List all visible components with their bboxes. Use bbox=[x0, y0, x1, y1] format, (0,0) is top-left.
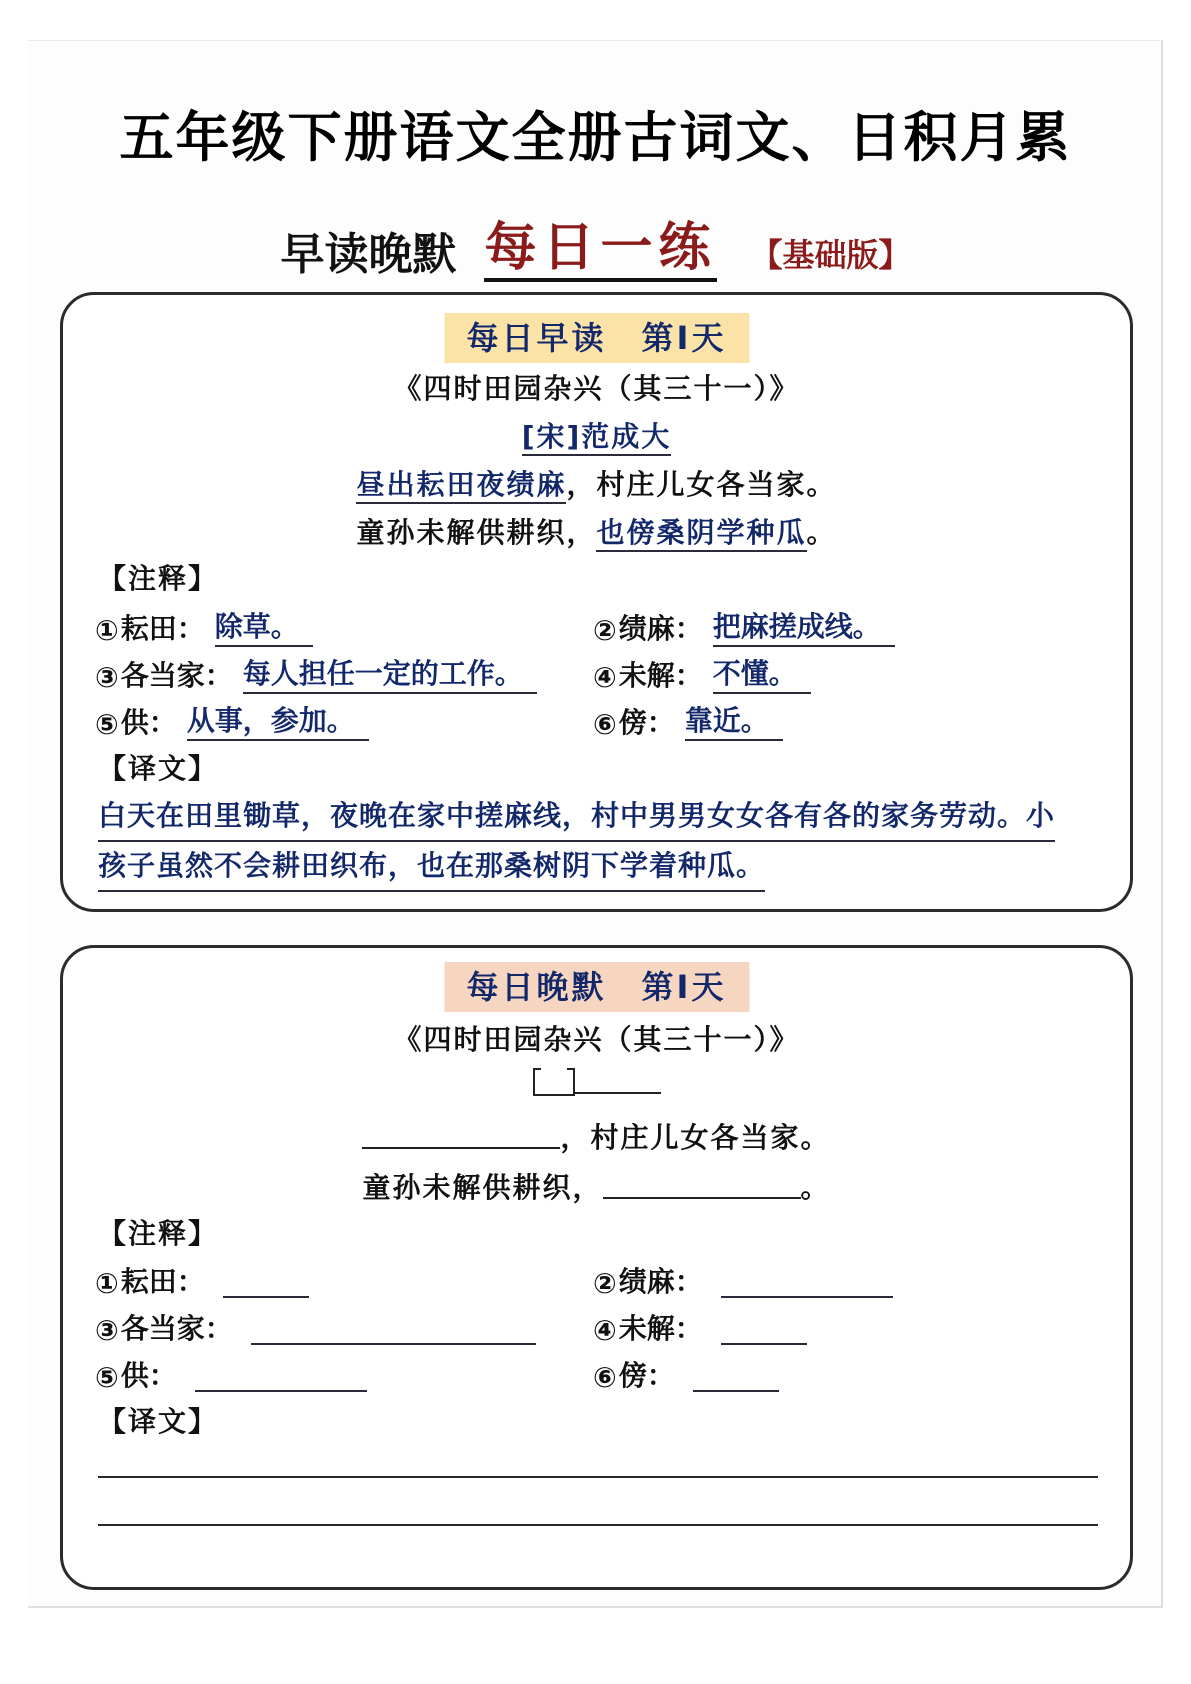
poem-line-2-end: 。 bbox=[806, 516, 837, 549]
poem-line-2-part-2: 也傍桑阴学种瓜 bbox=[596, 516, 806, 552]
note-blank-input[interactable] bbox=[693, 1388, 779, 1392]
dynasty-blank-input[interactable] bbox=[533, 1068, 575, 1096]
morning-reading-card bbox=[60, 292, 1133, 912]
note-blank-input[interactable] bbox=[721, 1341, 807, 1345]
poem-line-1 bbox=[63, 1116, 1130, 1156]
note-item bbox=[593, 605, 895, 647]
note-blank-input[interactable] bbox=[195, 1388, 367, 1392]
note-item bbox=[95, 652, 537, 694]
note-term: 耘田： bbox=[120, 612, 205, 645]
poem-line-2-start: 童孙未解供耕织， bbox=[362, 1171, 603, 1204]
note-answer: 靠近。 bbox=[685, 699, 783, 741]
subtitle-red: 每日一练 bbox=[484, 218, 716, 282]
poem-author bbox=[63, 415, 1130, 455]
poem-line-2-part-1: 童孙未解供耕织， bbox=[356, 516, 597, 549]
note-term: 供： bbox=[120, 706, 177, 739]
subtitle bbox=[0, 212, 1191, 282]
note-term: 傍： bbox=[618, 706, 675, 739]
poem-line-2 bbox=[63, 511, 1130, 551]
translation-write-line-2[interactable] bbox=[98, 1524, 1098, 1526]
note-number: ① bbox=[95, 1267, 119, 1300]
note-number: ② bbox=[593, 614, 617, 647]
translation-line: 孩子虽然不会耕田织布，也在那桑树阴下学着种瓜。 bbox=[98, 842, 765, 892]
note-term: 绩麻： bbox=[618, 1265, 703, 1298]
note-item bbox=[593, 1260, 893, 1300]
note-term: 未解： bbox=[618, 1312, 703, 1345]
note-number: ④ bbox=[593, 661, 617, 694]
note-answer: 不懂。 bbox=[713, 652, 811, 694]
subtitle-tag: 【基础版】 bbox=[750, 236, 911, 274]
note-blank-input[interactable] bbox=[721, 1294, 893, 1298]
note-number: ⑤ bbox=[95, 708, 119, 741]
evening-dictation-card bbox=[60, 945, 1133, 1590]
poem-line-1-part-2: 村庄儿女各当家。 bbox=[596, 468, 837, 501]
note-term: 未解： bbox=[618, 659, 703, 692]
translation-label: 【译文】 bbox=[98, 1405, 219, 1438]
dynasty: [宋] bbox=[522, 420, 582, 456]
translation-line: 白天在田里锄草，夜晚在家中搓麻线，村中男男女女各有各的家务劳动。小 bbox=[98, 792, 1055, 842]
notes-label: 【注释】 bbox=[98, 1217, 219, 1250]
translation-label: 【译文】 bbox=[98, 752, 219, 785]
poem-line-2 bbox=[63, 1166, 1130, 1206]
note-item bbox=[593, 1354, 779, 1394]
note-answer: 每人担任一定的工作。 bbox=[243, 652, 537, 694]
poem-line-1-blank-input[interactable] bbox=[362, 1123, 560, 1149]
note-answer: 从事，参加。 bbox=[187, 699, 369, 741]
subtitle-black: 早读晚默 bbox=[280, 229, 457, 280]
note-item bbox=[593, 652, 811, 694]
note-term: 各当家： bbox=[120, 1312, 233, 1345]
notes-label: 【注释】 bbox=[98, 562, 219, 595]
note-item bbox=[95, 605, 313, 647]
note-item bbox=[95, 699, 369, 741]
page-title: 五年级下册语文全册古词文、日积月累 bbox=[119, 106, 1072, 169]
note-number: ③ bbox=[95, 661, 119, 694]
evening-day-badge: 每日晚默 第Ⅰ天 bbox=[444, 962, 749, 1012]
morning-day-badge: 每日早读 第Ⅰ天 bbox=[444, 313, 749, 363]
poem-line-2-end: 。 bbox=[800, 1171, 831, 1204]
note-number: ① bbox=[95, 614, 119, 647]
poem-line-2-blank-input[interactable] bbox=[603, 1173, 801, 1199]
author: 范成大 bbox=[581, 420, 671, 456]
note-item bbox=[95, 1354, 367, 1394]
poem-line-1 bbox=[63, 463, 1130, 503]
note-answer: 除草。 bbox=[215, 605, 313, 647]
poem-line-1-end: ，村庄儿女各当家。 bbox=[560, 1121, 831, 1154]
note-number: ⑤ bbox=[95, 1361, 119, 1394]
note-term: 供： bbox=[120, 1359, 177, 1392]
poem-line-1-sep: ， bbox=[566, 468, 597, 501]
poem-line-1-part-1: 昼出耘田夜绩麻 bbox=[356, 468, 566, 504]
note-term: 绩麻： bbox=[618, 612, 703, 645]
note-number: ④ bbox=[593, 1314, 617, 1347]
note-number: ⑥ bbox=[593, 708, 617, 741]
note-answer: 把麻搓成线。 bbox=[713, 605, 895, 647]
note-item bbox=[593, 699, 783, 741]
note-item bbox=[95, 1260, 309, 1300]
author-blank-row bbox=[63, 1066, 1130, 1099]
note-term: 各当家： bbox=[120, 659, 233, 692]
poem-title: 《四时田园杂兴（其三十一）》 bbox=[393, 372, 800, 405]
note-blank-input[interactable] bbox=[251, 1341, 536, 1345]
note-blank-input[interactable] bbox=[223, 1294, 309, 1298]
note-item bbox=[95, 1307, 536, 1347]
note-number: ⑥ bbox=[593, 1361, 617, 1394]
note-number: ③ bbox=[95, 1314, 119, 1347]
note-item bbox=[593, 1307, 807, 1347]
note-number: ② bbox=[593, 1267, 617, 1300]
note-term: 傍： bbox=[618, 1359, 675, 1392]
author-blank-input[interactable] bbox=[575, 1068, 661, 1094]
translation-write-line-1[interactable] bbox=[98, 1476, 1098, 1478]
translation-text bbox=[98, 792, 1098, 892]
poem-title: 《四时田园杂兴（其三十一）》 bbox=[393, 1023, 800, 1056]
note-term: 耘田： bbox=[120, 1265, 205, 1298]
